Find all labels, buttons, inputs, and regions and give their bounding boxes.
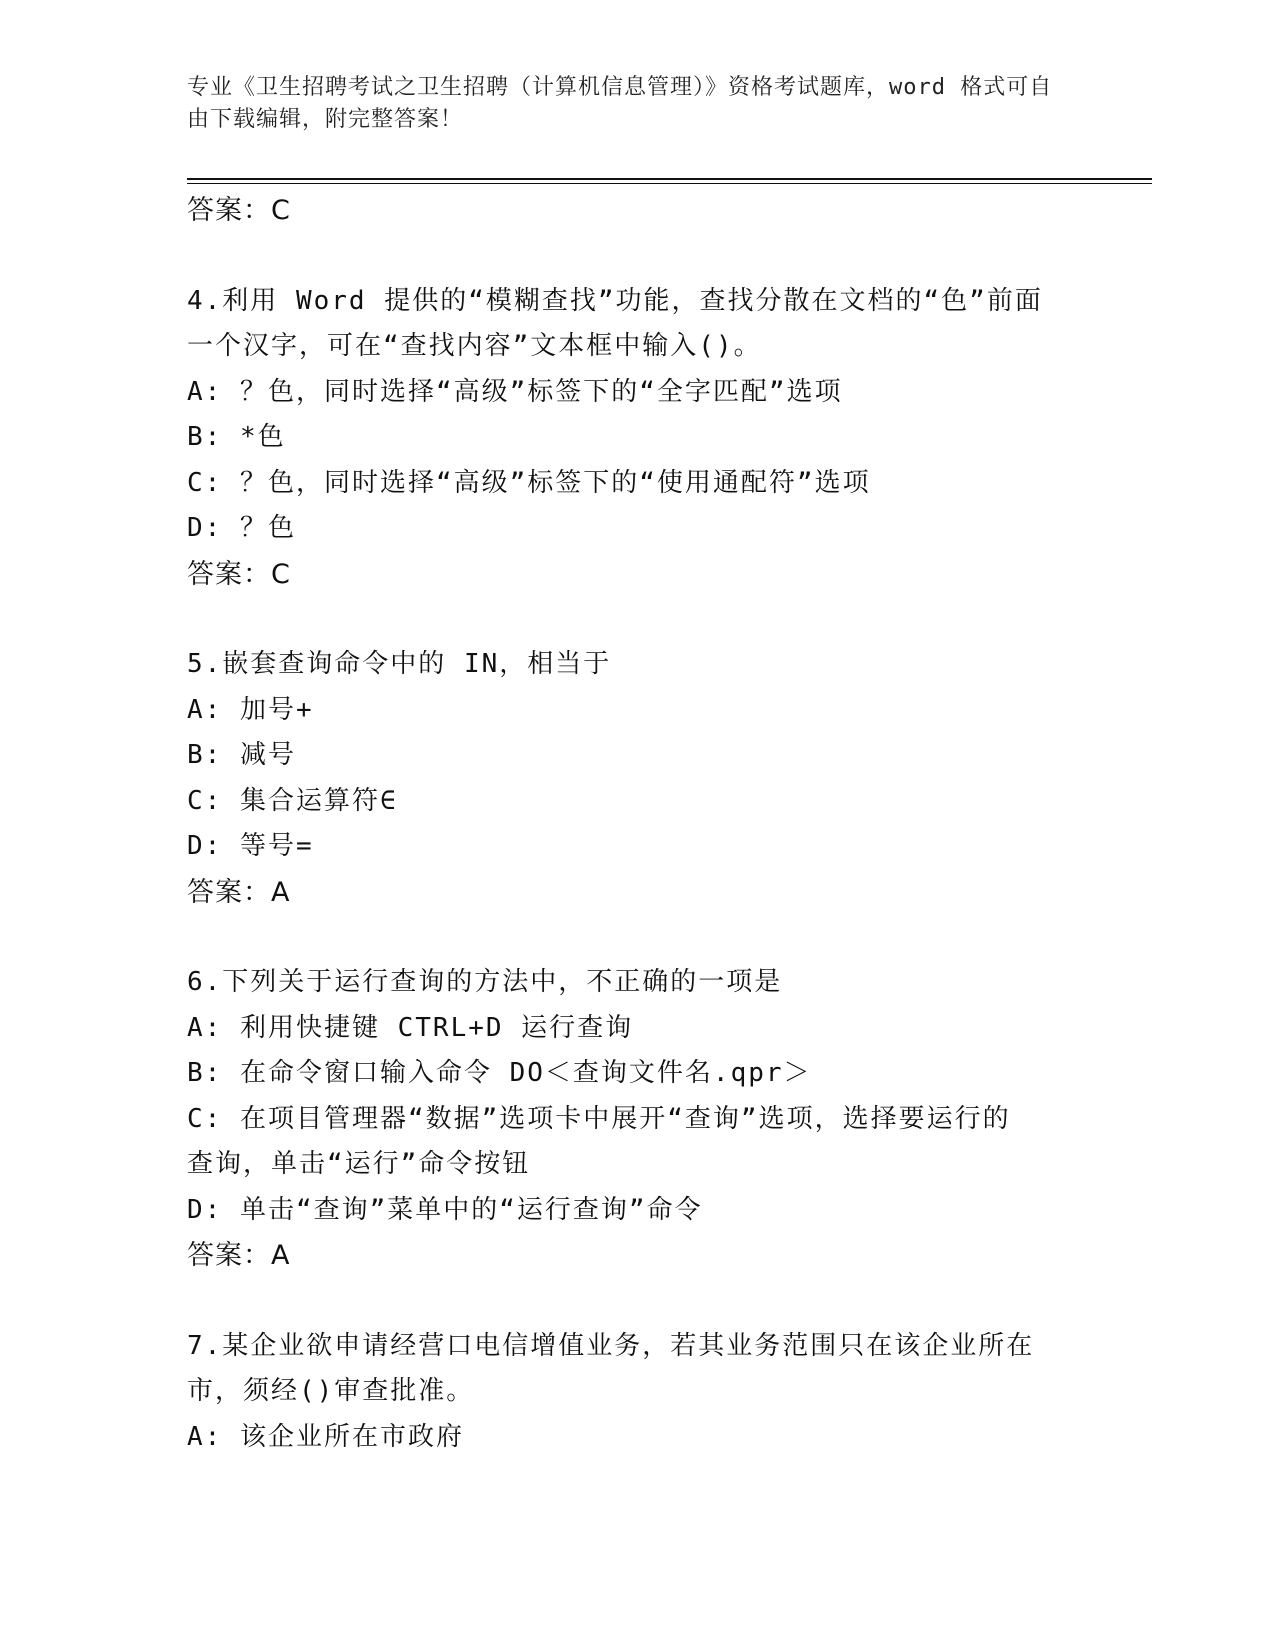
question-stem: 7.某企业欲申请经营口电信增值业务，若其业务范围只在该企业所在 (187, 1330, 1035, 1361)
header-rule-thick (187, 178, 1152, 180)
question-block (187, 1324, 1077, 1461)
option-a: A: 加号+ (187, 694, 314, 725)
option-b: B: *色 (187, 422, 286, 452)
option-b: B: 在命令窗口输入命令 DO＜查询文件名.qpr＞ (187, 1058, 812, 1088)
question-list (187, 188, 1077, 1460)
answer-label: 答案：C (187, 558, 291, 590)
option-d: D: 等号= (187, 831, 314, 861)
option-b: B: 减号 (187, 740, 296, 770)
answer-label: 答案：A (187, 1240, 291, 1271)
answer-label: 答案：C (187, 195, 291, 226)
question-stem: 4.利用 Word 提供的“模糊查找”功能，查找分散在文档的“色”前面 (187, 285, 1043, 316)
question-stem: 6.下列关于运行查询的方法中，不正确的一项是 (187, 967, 783, 997)
question-stem: 5.嵌套查询命令中的 IN，相当于 (187, 649, 612, 679)
question-block (187, 279, 1077, 598)
question-stem: 市，须经()审查批准。 (187, 1376, 475, 1406)
question-block (187, 642, 1077, 915)
option-c-continued: 查询，单击“运行”命令按钮 (187, 1149, 531, 1179)
question-block (187, 960, 1077, 1279)
option-c: C: 在项目管理器“数据”选项卡中展开“查询”选项，选择要运行的 (187, 1103, 1011, 1134)
spacer (187, 597, 1077, 642)
question-stem: 一个汉字，可在“查找内容”文本框中输入()。 (187, 331, 762, 361)
option-d: D: 单击“查询”菜单中的“运行查询”命令 (187, 1194, 703, 1225)
document-header: 专业《卫生招聘考试之卫生招聘（计算机信息管理）》资格考试题库，word 格式可自由下载编辑，附完整答案！ (187, 75, 1053, 132)
option-d: D: ？色 (187, 513, 296, 543)
spacer (187, 234, 1077, 279)
option-a: A: 该企业所在市政府 (187, 1421, 464, 1452)
option-c: C: 集合运算符∈ (187, 785, 398, 816)
spacer (187, 915, 1077, 960)
option-c: C: ？色，同时选择“高级”标签下的“使用通配符”选项 (187, 467, 871, 498)
spacer (187, 1279, 1077, 1324)
option-a: A: ？色，同时选择“高级”标签下的“全字匹配”选项 (187, 376, 843, 407)
option-a: A: 利用快捷键 CTRL+D 运行查询 (187, 1012, 634, 1043)
answer-label: 答案：A (187, 876, 291, 908)
header-rule-thin (187, 183, 1152, 184)
